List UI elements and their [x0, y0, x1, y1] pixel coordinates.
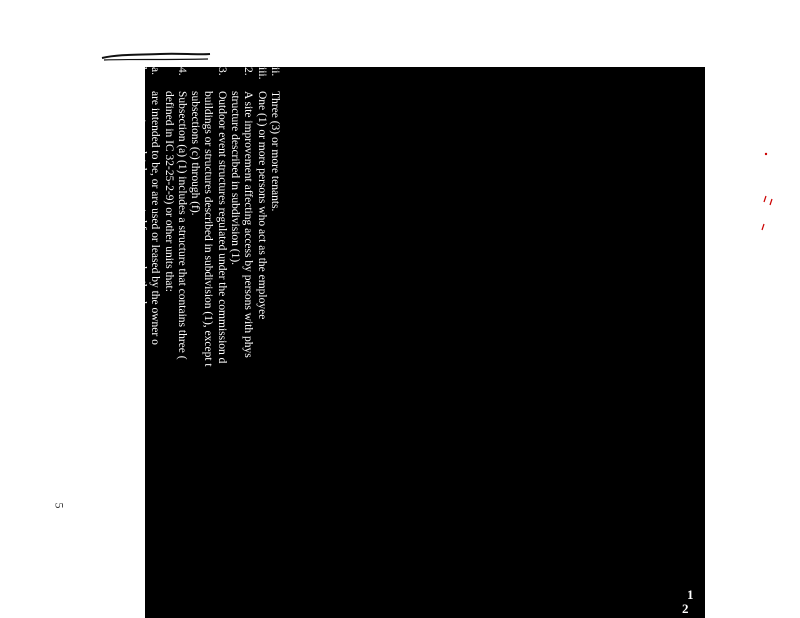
line-text: Subsection (a) (1) does not include a Class 2 structure.	[56, 91, 69, 343]
line-number: 7.	[42, 67, 55, 76]
page-number: 5	[52, 502, 67, 509]
line-text: Subsection (a) (1) includes a structure that contains three (	[175, 91, 188, 360]
line-text: Subsection (a) (1) does not include a structure that is inten	[29, 91, 42, 360]
line-number: 3.	[215, 67, 228, 76]
line-text: One (1) or more persons who act as the employee	[255, 91, 268, 320]
line-text: subsections (c) through (f).	[189, 91, 202, 216]
handwritten-scribble	[100, 52, 212, 62]
line-text	[0, 91, 3, 334]
line-number	[0, 67, 3, 91]
line-number: iii.	[255, 67, 268, 80]
line-text: are intended to be, or are used or leased by the owner o	[149, 91, 162, 345]
line-number: 6.	[56, 67, 69, 76]
line-text: Subsection (a) (1) does not include a building or structure	[122, 91, 135, 357]
line-text: the structure; or	[3, 91, 15, 164]
line-text: Three (3) or more tenants.	[269, 91, 281, 212]
corner-number: 2	[682, 601, 689, 616]
line-text: structure described in subdivision (1).	[229, 91, 242, 266]
line-text: is used for retail trade or is a stand used for reta	[82, 91, 95, 310]
line-text: located; and	[96, 91, 109, 147]
line-number: 2.	[242, 67, 255, 76]
line-text: buildings or structures described in subdivision (1), except t	[202, 91, 215, 367]
rotated-text-block	[0, 67, 296, 618]
line-text: Subsection (a) (1) does not include a vehicular bridge.	[42, 91, 55, 341]
inverted-text-panel	[3, 67, 705, 618]
line-text: defined in IC 32-25-2-9) or other units that:	[162, 91, 175, 292]
line-text: are not completely separated from each other by an u	[136, 91, 148, 336]
line-number: b.	[82, 67, 95, 76]
line-number: 5.	[122, 67, 135, 76]
line-text: or less consecutive months in a calendar year.	[69, 91, 82, 302]
line-text: is intended to be or is used only for an agricultural pu	[109, 91, 122, 338]
line-number: ii.	[269, 67, 281, 77]
line-number: b.	[136, 67, 148, 76]
line-text: A site improvement affecting access by persons with phys	[242, 91, 255, 358]
red-margin-marks	[758, 150, 778, 230]
line-number: 8.	[29, 67, 42, 76]
line-number: a.	[3, 67, 15, 75]
corner-number: 1	[687, 587, 694, 602]
line-text: provide periodic maintenance or repair of:	[16, 91, 29, 286]
line-text: Outdoor event structures regulated under the commission d	[215, 91, 228, 364]
line-number: a.	[109, 67, 122, 75]
line-number: a.	[149, 67, 162, 75]
line-number: 4.	[175, 67, 188, 76]
